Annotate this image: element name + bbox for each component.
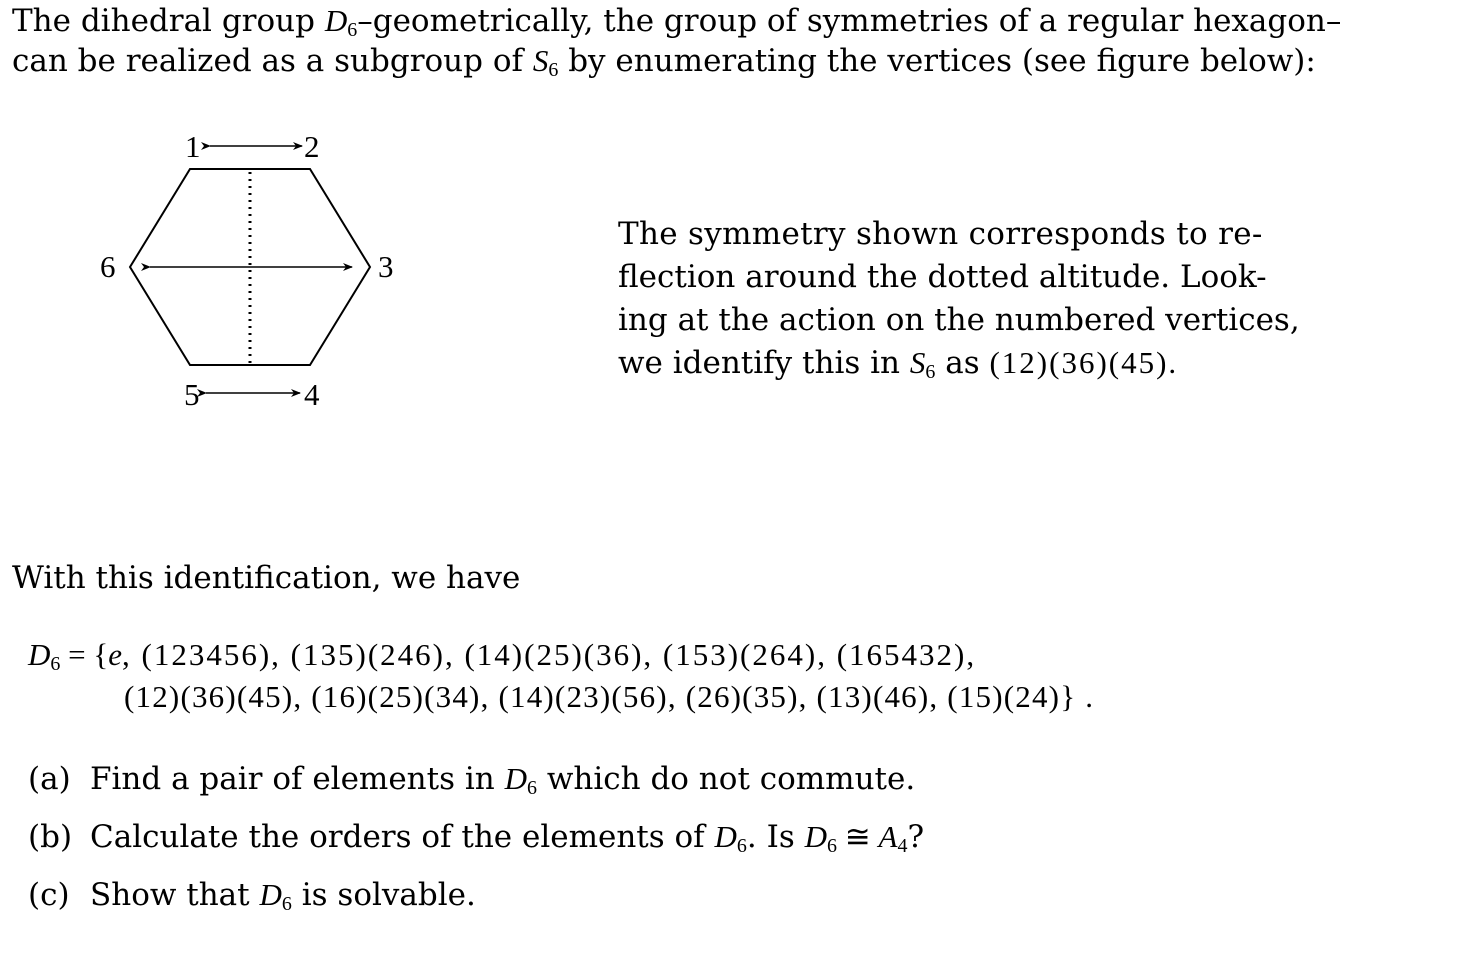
vertex-label-5: 5 [184, 377, 200, 412]
d6-set-line-2: (12)(36)(45), (16)(25)(34), (14)(23)(56), (26)(35), (13)(46), (15)(24)} . [124, 679, 1095, 714]
d6-set-line-1: $D_6 = \{e$, (123456), (135)(246), (14)(25)(36), (153)(264), (165432), [28, 637, 977, 675]
caption-line-4: we identify this in $S_6$ as (12)(36)(45). [618, 345, 1179, 383]
d6-symbol: $D_6$ [324, 3, 358, 41]
question-b-label: (b) [28, 819, 73, 855]
d6-symbol: $D_6$ [28, 637, 61, 675]
question-c-label: (c) [28, 877, 70, 913]
reflection-permutation: (12)(36)(45). [989, 345, 1179, 380]
caption-line-1: The symmetry shown corresponds to re- [618, 216, 1263, 252]
a4-symbol: $A_4$ [878, 819, 908, 857]
s6-symbol: $S_6$ [532, 43, 559, 81]
d6-symbol: $D_6$ [504, 761, 537, 799]
intro-line-2: can be realized as a subgroup of $S_6$ by enumerating the vertices (see figure below): [12, 43, 1316, 81]
question-a-label: (a) [28, 761, 71, 797]
s6-symbol: $S_6$ [909, 345, 936, 383]
caption-line-2: flection around the dotted altitude. Look- [618, 259, 1267, 295]
question-b: (b) Calculate the orders of the elements of $D_6$. Is $D_6$ ≅ $A_4$? [28, 816, 924, 858]
vertex-label-1: 1 [185, 129, 201, 164]
identification-text: With this identification, we have [12, 560, 521, 596]
vertex-label-3: 3 [378, 249, 394, 284]
vertex-label-6: 6 [100, 249, 116, 284]
d6-symbol: $D_6$ [804, 819, 838, 857]
hexagon-figure [80, 120, 500, 420]
caption-line-3: ing at the action on the numbered vertices, [618, 302, 1300, 338]
vertex-label-4: 4 [304, 377, 320, 412]
question-a: (a) Find a pair of elements in $D_6$ which do not commute. [28, 758, 915, 800]
intro-line-1: The dihedral group $D_6$–geometrically, the group of symmetries of a regular hexagon– [12, 3, 1342, 41]
question-c: (c) Show that $D_6$ is solvable. [28, 874, 476, 916]
d6-symbol: $D_6$ [259, 877, 292, 915]
d6-symbol: $D_6$ [714, 819, 747, 857]
vertex-label-2: 2 [304, 129, 320, 164]
